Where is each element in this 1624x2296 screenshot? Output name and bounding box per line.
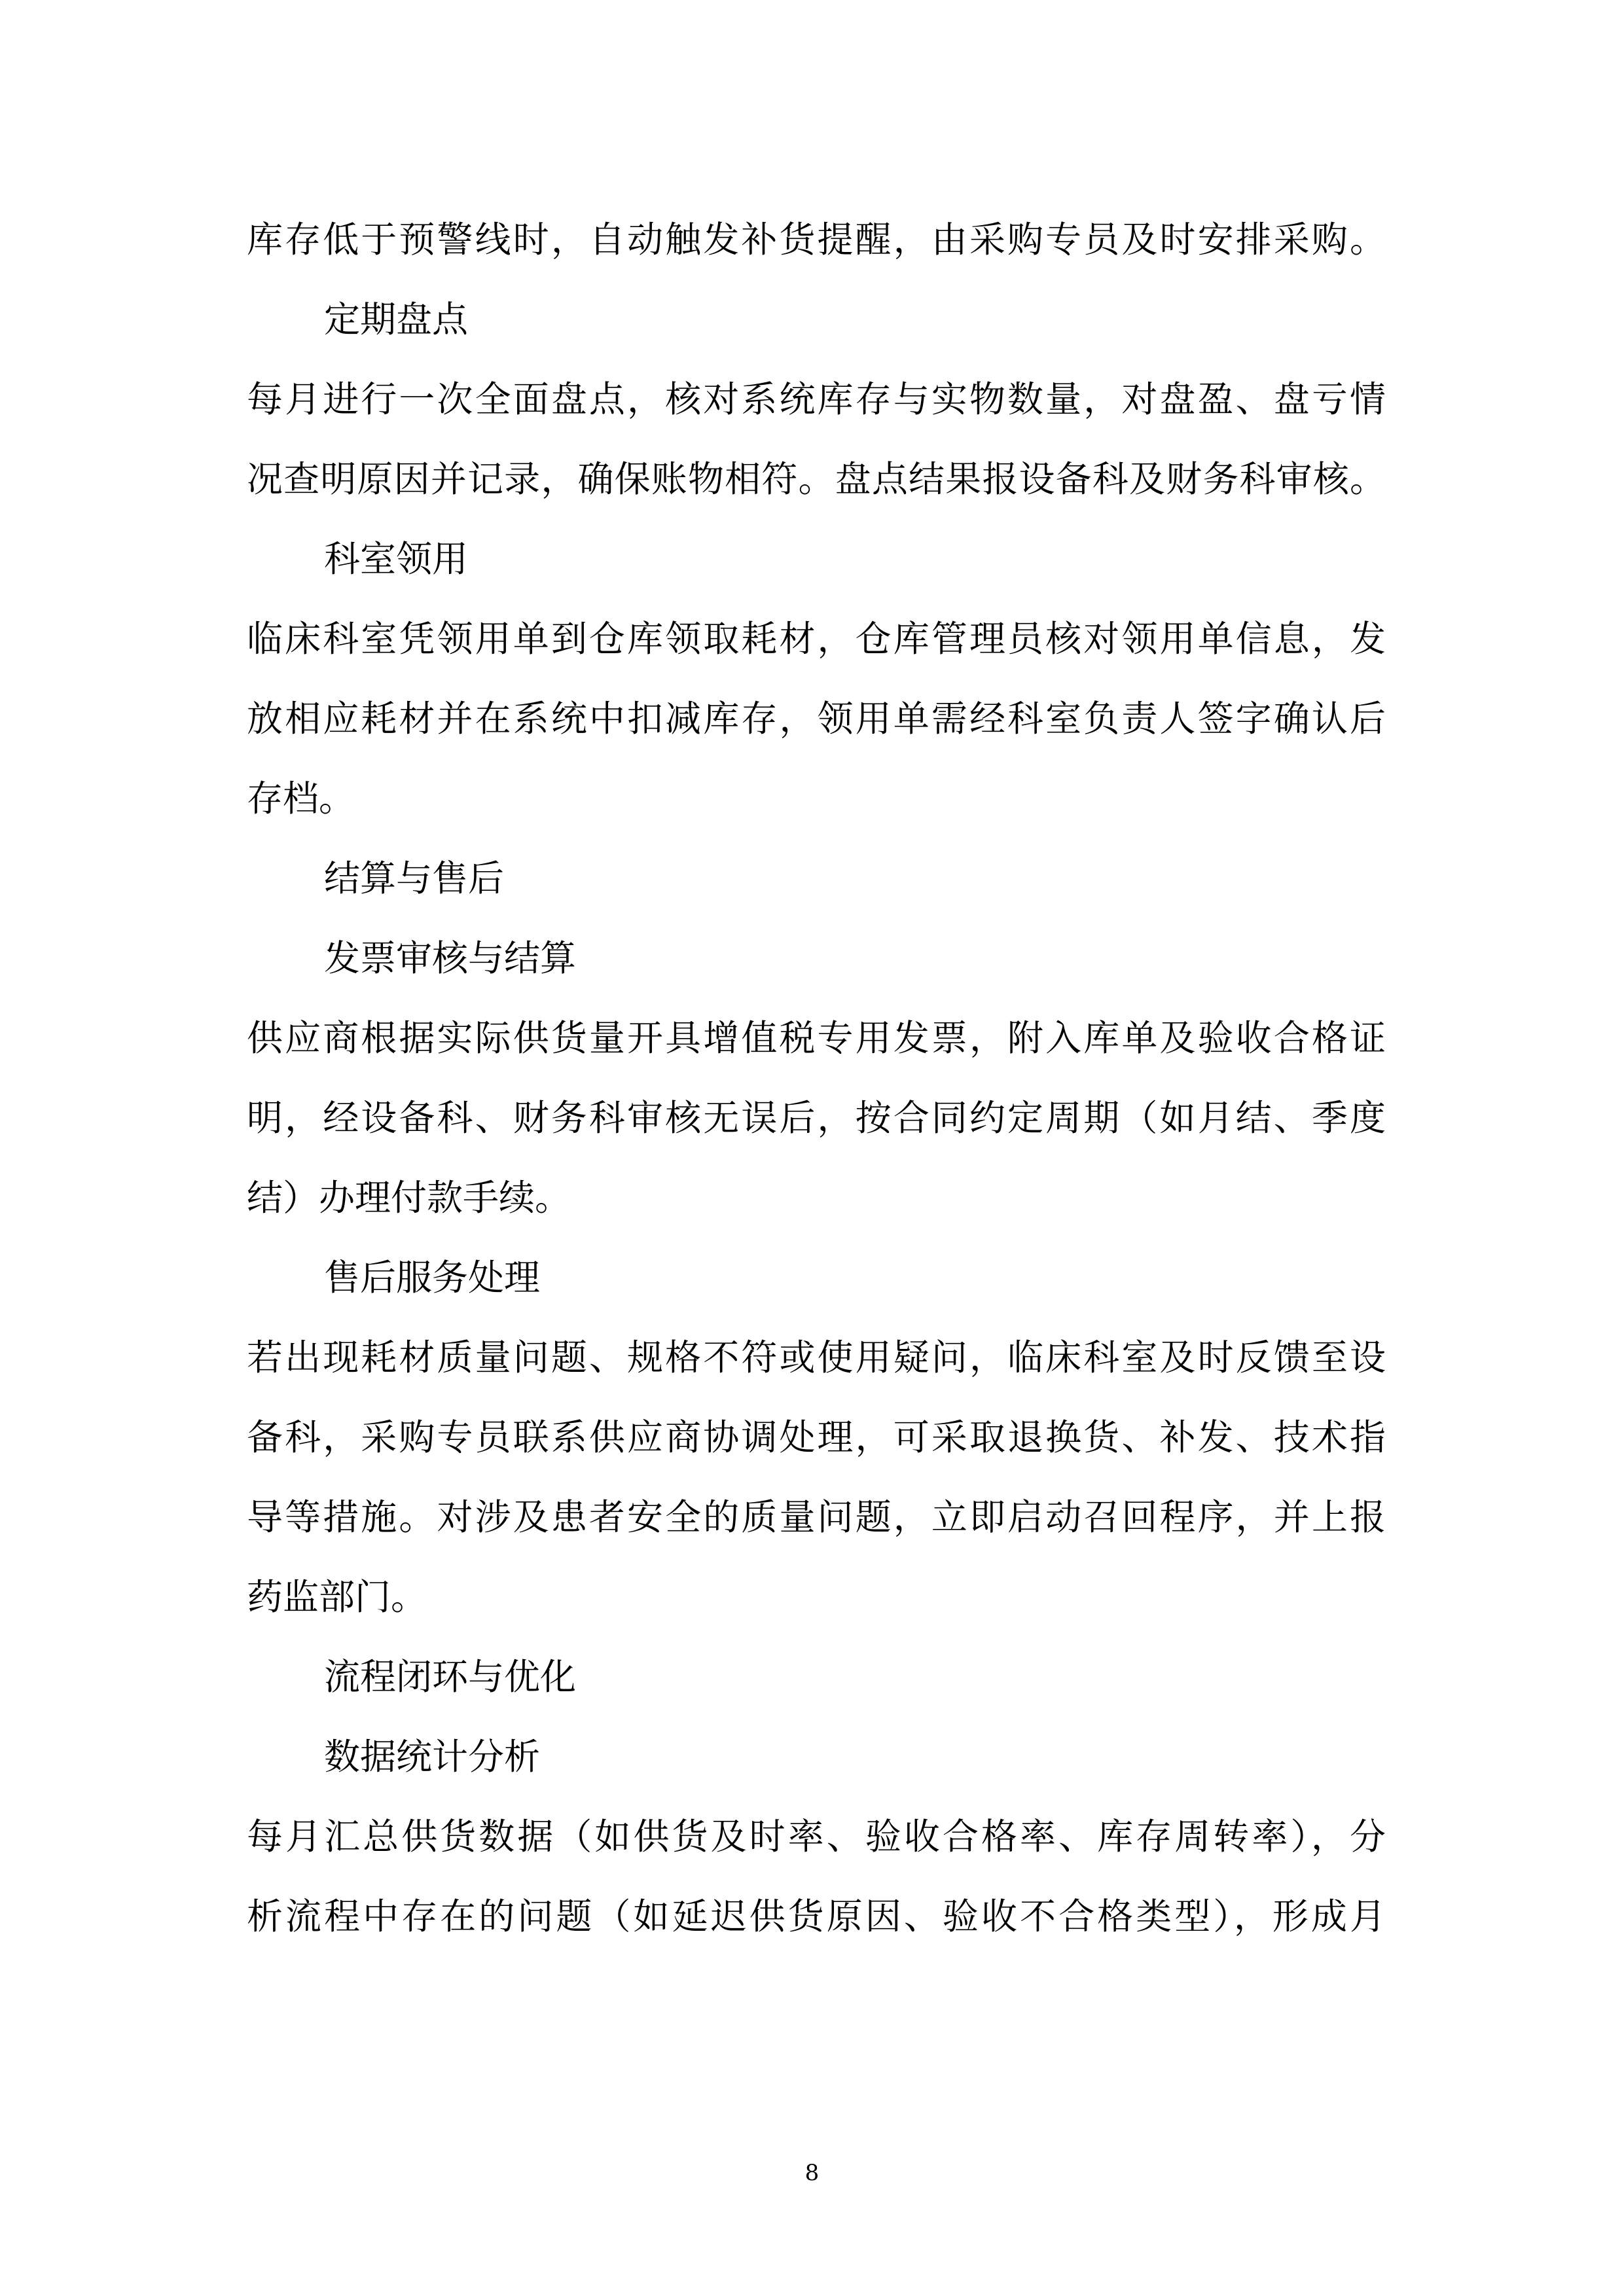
section-heading: 数据统计分析 [324, 1736, 541, 1778]
paragraph-line: 结）办理付款手续。 [247, 1177, 571, 1219]
paragraph-line: 若出现耗材质量问题、规格不符或使用疑问，临床科室及时反馈至设 [247, 1336, 1386, 1378]
paragraph-line: 供应商根据实际供货量开具增值税专用发票，附入库单及验收合格证 [247, 1017, 1386, 1059]
paragraph-line: 放相应耗材并在系统中扣减库存，领用单需经科室负责人签字确认后 [247, 698, 1386, 740]
paragraph-line: 存档。 [247, 778, 355, 819]
page-number: 8 [804, 2160, 820, 2186]
paragraph-line: 每月汇总供货数据（如供货及时率、验收合格率、库存周转率），分 [247, 1816, 1386, 1857]
section-heading: 定期盘点 [324, 298, 469, 340]
paragraph-line: 导等措施。对涉及患者安全的质量问题，立即启动召回程序，并上报 [247, 1496, 1386, 1538]
section-heading: 售后服务处理 [324, 1257, 541, 1299]
paragraph-line: 临床科室凭领用单到仓库领取耗材，仓库管理员核对领用单信息，发 [247, 618, 1386, 660]
section-heading: 科室领用 [324, 538, 469, 580]
paragraph-line: 析流程中存在的问题（如延迟供货原因、验收不合格类型），形成月 [247, 1895, 1386, 1937]
section-heading: 结算与售后 [324, 857, 505, 899]
paragraph-line: 每月进行一次全面盘点，核对系统库存与实物数量，对盘盈、盘亏情 [247, 378, 1386, 420]
page-body [247, 200, 1386, 1956]
section-heading: 流程闭环与优化 [324, 1656, 577, 1698]
section-heading: 发票审核与结算 [324, 937, 577, 979]
paragraph-line: 况查明原因并记录，确保账物相符。盘点结果报设备科及财务科审核。 [247, 458, 1386, 500]
paragraph-line: 备科，采购专员联系供应商协调处理，可采取退换货、补发、技术指 [247, 1416, 1386, 1458]
paragraph-line: 库存低于预警线时，自动触发补货提醒，由采购专员及时安排采购。 [247, 219, 1386, 260]
paragraph-line: 明，经设备科、财务科审核无误后，按合同约定周期（如月结、季度 [247, 1097, 1386, 1139]
paragraph-line: 药监部门。 [247, 1576, 427, 1618]
